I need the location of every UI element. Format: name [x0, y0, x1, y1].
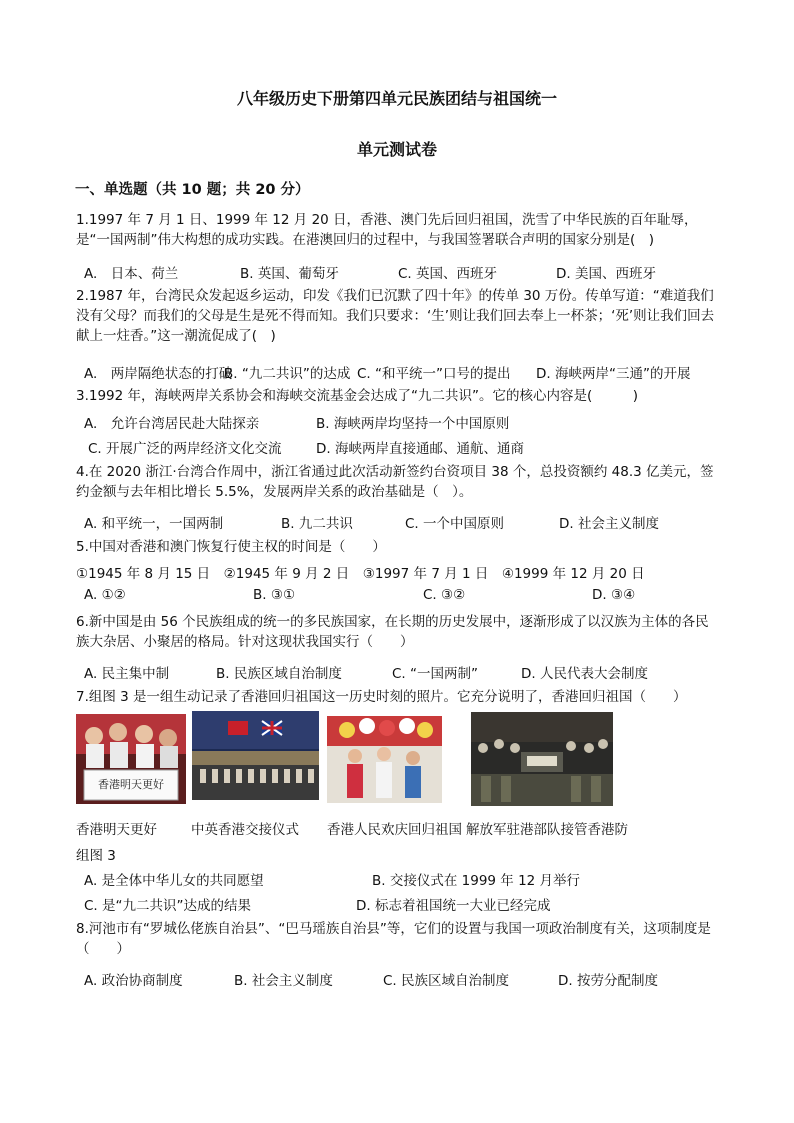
question-8-text: 8.河池市有“罗城仫佬族自治县”、“巴马瑶族自治县”等，它们的设置与我国一项政治制度有关，这项制度是（ ）: [76, 921, 711, 957]
question-4-text: 4.在 2020 浙江·台湾合作周中，浙江省通过此次活动新签约台资项目 38 个，总投资额约 48.3 亿美元，签约金额与去年相比增长 5.5%，发展两岸关系的政治基础是（ ）。: [76, 464, 714, 500]
question-7-option-a: A. 是全体中华儿女的共同愿望: [84, 873, 264, 889]
question-6-option-c: C. “一国两制”: [392, 666, 478, 682]
question-5-option-c: C. ③②: [423, 587, 466, 603]
exam-subtitle: 单元测试卷: [356, 140, 437, 159]
photo-caption-2: 中英香港交接仪式: [191, 822, 299, 838]
question-5-items: ①1945 年 8 月 15 日 ②1945 年 9 月 2 日 ③1997 年 7 月 1 日 ④1999 年 12 月 20 日: [76, 566, 645, 582]
question-4-option-c: C. 一个中国原则: [405, 516, 505, 532]
question-7-option-d: D. 标志着祖国统一大业已经完成: [356, 898, 551, 914]
question-3-option-c: C. 开展广泛的两岸经济文化交流: [88, 441, 282, 457]
question-1-text: 1.1997 年 7 月 1 日、1999 年 12 月 20 日，香港、澳门先后回归祖国，洗雪了中华民族的百年耻辱，是“一国两制”伟大构想的成功实践。在港澳回归的过程中，与我国签署联合声明的国家分别是( ): [76, 212, 698, 248]
figure-label: 组图 3: [76, 848, 116, 864]
photo-caption-4: 解放军驻港部队接管香港防: [466, 822, 628, 838]
question-6-option-a: A. 民主集中制: [84, 666, 170, 682]
question-3-option-d: D. 海峡两岸直接通邮、通航、通商: [316, 441, 524, 457]
question-3-text: 3.1992 年，海峡两岸关系协会和海峡交流基金会达成了“九二共识”。它的核心内容是( ): [76, 388, 639, 404]
question-1-option-b: B. 英国、葡萄牙: [240, 266, 339, 282]
question-6-text: 6.新中国是由 56 个民族组成的统一的多民族国家，在长期的历史发展中，逐渐形成了以汉族为主体的各民族大杂居、小聚居的格局。针对这现状我国实行（ ）: [76, 614, 709, 650]
question-8-option-b: B. 社会主义制度: [234, 973, 333, 989]
question-8-option-d: D. 按劳分配制度: [558, 973, 658, 989]
question-2-text: 2.1987 年，台湾民众发起返乡运动，印发《我们已沉默了四十年》的传单 30 万份。传单写道：“难道我们没有父母？而我们的父母是生是死不得而知。我们只要求：‘生’则让我们回去奉上一杯茶；‘死’则让我们回去献上一炷香。”这一潮流促成了( ): [76, 288, 715, 344]
question-6-option-d: D. 人民代表大会制度: [521, 666, 648, 682]
question-6-option-b: B. 民族区域自治制度: [216, 666, 342, 682]
question-5-option-a: A. ①②: [84, 587, 126, 603]
question-5-option-b: B. ③①: [253, 587, 296, 603]
question-4-option-d: D. 社会主义制度: [559, 516, 659, 532]
photo-pla-takeover: [471, 712, 613, 806]
question-2-option-d: D. 海峡两岸“三通”的开展: [536, 366, 691, 382]
question-8-option-a: A. 政治协商制度: [84, 973, 183, 989]
question-2-option-c: C. “和平统一”口号的提出: [357, 366, 511, 382]
question-1-option-a: A. 日本、荷兰: [84, 266, 179, 282]
question-4-option-a: A. 和平统一，一国两制: [84, 516, 224, 532]
question-1-option-d: D. 美国、西班牙: [556, 266, 656, 282]
exam-title: 八年级历史下册第四单元民族团结与祖国统一: [236, 89, 557, 108]
question-5-text: 5.中国对香港和澳门恢复行使主权的时间是（ ）: [76, 539, 386, 555]
question-7-option-b: B. 交接仪式在 1999 年 12 月举行: [372, 873, 581, 889]
photo-hong-kong-tomorrow: [76, 714, 186, 804]
question-3-option-b: B. 海峡两岸均坚持一个中国原则: [316, 416, 510, 432]
question-7-option-c: C. 是“九二共识”达成的结果: [84, 898, 251, 914]
photo-celebration: [327, 716, 442, 803]
question-2-option-a: A. 两岸隔绝状态的打破: [84, 366, 233, 382]
question-2-option-b: B. “九二共识”的达成: [224, 366, 351, 382]
question-3-option-a: A. 允许台湾居民赴大陆探亲: [84, 416, 260, 432]
photo-caption-1: 香港明天更好: [76, 822, 157, 838]
question-4-option-b: B. 九二共识: [281, 516, 353, 532]
photo-handover-ceremony: [192, 711, 319, 800]
question-8-option-c: C. 民族区域自治制度: [383, 973, 510, 989]
question-1-option-c: C. 英国、西班牙: [398, 266, 498, 282]
photo-caption-3: 香港人民欢庆回归祖国: [327, 822, 462, 838]
question-7-text: 7.组图 3 是一组生动记录了香港回归祖国这一历史时刻的照片。它充分说明了，香港回归祖国（ ）: [76, 689, 687, 705]
section-heading: 一、单选题（共 10 题；共 20 分）: [75, 182, 310, 198]
question-5-option-d: D. ③④: [592, 587, 636, 603]
photo-banner-text: 香港明天更好: [98, 778, 164, 791]
